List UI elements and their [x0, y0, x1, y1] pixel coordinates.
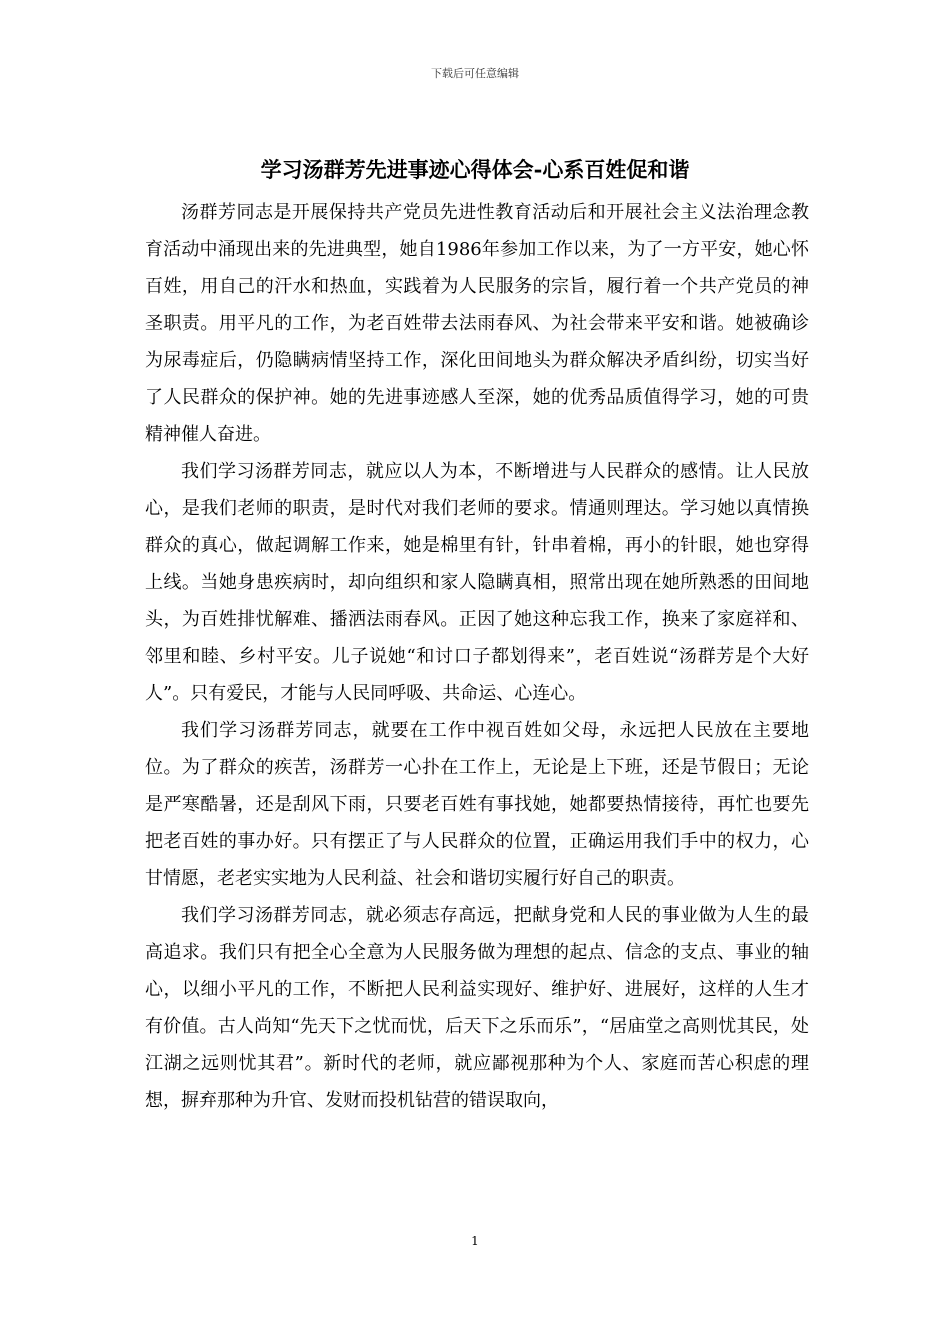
paragraph: 我们学习汤群芳同志，就应以人为本，不断增进与人民群众的感情。让人民放心，是我们老师的职责，是时代对我们老师的要求。情通则理达。学习她以真情换群众的真心，做起调解工作来，她是棉里有针，针串着棉，再小的针眼，她也穿得上线。当她身患疾病时，却向组织和家人隐瞒真相，照常出现在她所熟悉的田间地头，为百姓排忧解难、播洒法雨春风。正因了她这种忘我工作，换来了家庭祥和、邻里和睦、乡村平安。儿子说她“和讨口子都划得来”，老百姓说“汤群芳是个大好人”。只有爱民，才能与人民同呼吸、共命运、心连心。: [145, 461, 809, 704]
document-body: [145, 194, 809, 1119]
document-title: 学习汤群芳先进事迹心得体会-心系百姓促和谐: [260, 157, 690, 182]
header-note: 下载后可任意编辑: [431, 67, 519, 80]
paragraph: 汤群芳同志是开展保持共产党员先进性教育活动后和开展社会主义法治理念教育活动中涌现出来的先进典型，她自1986年参加工作以来，为了一方平安，她心怀百姓，用自己的汗水和热血，实践着为人民服务的宗旨，履行着一个共产党员的神圣职责。用平凡的工作，为老百姓带去法雨春风、为社会带来平安和谐。她被确诊为尿毒症后，仍隐瞒病情坚持工作，深化田间地头为群众解决矛盾纠纷，切实当好了人民群众的保护神。她的先进事迹感人至深，她的优秀品质值得学习，她的可贵精神催人奋进。: [145, 202, 809, 445]
page-number: 1: [471, 1234, 479, 1248]
paragraph: 我们学习汤群芳同志，就必须志存高远，把献身党和人民的事业做为人生的最高追求。我们只有把全心全意为人民服务做为理想的起点、信念的支点、事业的轴心，以细小平凡的工作，不断把人民利益实现好、维护好、进展好，这样的人生才有价值。古人尚知“先天下之忧而忧，后天下之乐而乐”，“居庙堂之高则忧其民，处江湖之远则忧其君”。新时代的老师，就应鄙视那种为个人、家庭而苦心积虑的理想，摒弃那种为升官、发财而投机钻营的错误取向，: [145, 905, 809, 1111]
paragraph: 我们学习汤群芳同志，就要在工作中视百姓如父母，永远把人民放在主要地位。为了群众的疾苦，汤群芳一心扑在工作上，无论是上下班，还是节假日；无论是严寒酷暑，还是刮风下雨，只要老百姓有事找她，她都要热情接待，再忙也要先把老百姓的事办好。只有摆正了与人民群众的位置，正确运用我们手中的权力，心甘情愿，老老实实地为人民利益、社会和谐切实履行好自己的职责。: [145, 720, 809, 889]
